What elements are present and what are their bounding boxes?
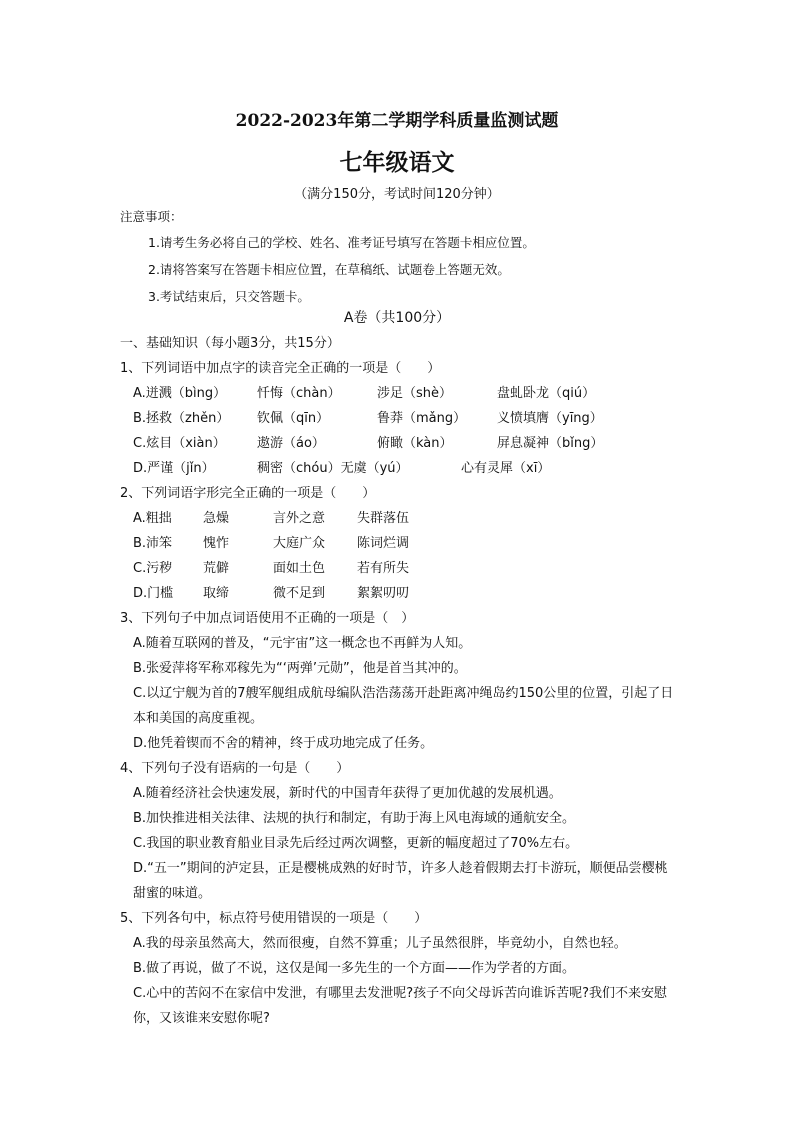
option-cell: 屏息凝神（bǐng） xyxy=(497,436,604,451)
q5-option-c: C.心中的苦闷不在家信中发泄，有哪里去发泄呢?孩子不向父母诉苦向谁诉苦呢?我们不来安慰你，又该谁来安慰你呢? xyxy=(133,986,668,1026)
option-cell: 荒僻 xyxy=(203,561,230,576)
q5-option-b: B.做了再说，做了不说，这仅是闻一多先生的一个方面——作为学者的方面。 xyxy=(133,961,576,976)
question-body xyxy=(120,331,680,1031)
q4-option-b: B.加快推进相关法律、法规的执行和制定，有助于海上风电海域的通航安全。 xyxy=(133,811,576,826)
exam-subject: 七年级语文 xyxy=(339,149,455,176)
q3-option-a: A.随着互联网的普及，“元宇宙”这一概念也不再鲜为人知。 xyxy=(133,636,472,651)
q1-option-d xyxy=(120,456,680,481)
q3-stem: 3、下列句子中加点词语使用不正确的一项是（ ） xyxy=(120,611,415,626)
notes-heading: 注意事项： xyxy=(120,209,183,224)
option-cell: 微不足到 xyxy=(273,586,326,601)
q1-option-c xyxy=(120,431,680,456)
note-item: 2.请将答案写在答题卡相应位置，在草稿纸、试题卷上答题无效。 xyxy=(148,262,510,277)
option-cell: B.沛笨 xyxy=(133,536,173,551)
q4-stem: 4、下列句子没有语病的一句是（ ） xyxy=(120,761,350,776)
option-cell: 盘虬卧龙（qiú） xyxy=(497,386,596,401)
option-cell: 陈词烂调 xyxy=(357,536,410,551)
q1-option-a xyxy=(120,381,680,406)
option-cell: C.污秽 xyxy=(133,561,173,576)
option-cell: 忏悔（chàn） xyxy=(257,386,341,401)
option-cell: 面如土色 xyxy=(273,561,326,576)
q2-option-c xyxy=(120,556,680,581)
option-cell: 鲁莽（mǎng） xyxy=(377,411,467,426)
option-cell: 取缔 xyxy=(203,586,230,601)
option-cell: 言外之意 xyxy=(273,511,326,526)
option-cell: 钦佩（qīn） xyxy=(257,411,330,426)
q5-stem: 5、下列各句中，标点符号使用错误的一项是（ ） xyxy=(120,911,428,926)
notes-block xyxy=(120,207,535,314)
option-cell: 遨游（áo） xyxy=(257,436,325,451)
option-cell: 若有所失 xyxy=(357,561,410,576)
q2-option-d xyxy=(120,581,680,606)
section-a-heading: A卷（共100分） xyxy=(343,310,451,326)
exam-title: 2022-2023年第二学期学科质量监测试题 xyxy=(235,111,559,131)
q3-option-c: C.以辽宁舰为首的7艘军舰组成航母编队浩浩荡荡开赴距离冲绳岛约150公里的位置，引起了日本和美国的高度重视。 xyxy=(133,686,674,726)
q4-option-c: C.我国的职业教育船业目录先后经过两次调整，更新的幅度超过了70%左右。 xyxy=(133,836,579,851)
option-cell: D.门槛 xyxy=(133,586,174,601)
part1-heading: 一、基础知识（每小题3分，共15分） xyxy=(120,336,340,351)
option-cell: 俯瞰（kàn） xyxy=(377,436,453,451)
q1-stem: 1、下列词语中加点字的读音完全正确的一项是（ ） xyxy=(120,361,441,376)
option-cell: C.炫目（xiàn） xyxy=(133,436,226,451)
note-item: 3.考试结束后，只交答题卡。 xyxy=(148,289,310,304)
q2-option-b xyxy=(120,531,680,556)
option-cell: 义愤填膺（yīng） xyxy=(497,411,603,426)
option-cell: 愧怍 xyxy=(203,536,230,551)
option-cell: A.迸溅（bìng） xyxy=(133,386,227,401)
option-cell: 稠密（chóu）无虞（yú） xyxy=(257,461,409,476)
q4-option-d: D.“五一”期间的泸定县，正是樱桃成熟的好时节，许多人趁着假期去打卡游玩，顺便品尝樱桃甜蜜的味道。 xyxy=(133,861,668,901)
q5-option-a: A.我的母亲虽然高大，然而很瘦，自然不算重；儿子虽然很胖，毕竟幼小，自然也轻。 xyxy=(133,936,627,951)
q4-option-a: A.随着经济社会快速发展，新时代的中国青年获得了更加优越的发展机遇。 xyxy=(133,786,562,801)
q1-option-b xyxy=(120,406,680,431)
q3-option-b: B.张爱萍将军称邓稼先为“‘两弹’元勋”，他是首当其冲的。 xyxy=(133,661,467,676)
note-item: 1.请考生务必将自己的学校、姓名、准考证号填写在答题卡相应位置。 xyxy=(148,235,535,250)
option-cell: D.严谨（jǐn） xyxy=(133,461,215,476)
option-cell: 絮絮叨叨 xyxy=(357,586,410,601)
option-cell: B.拯救（zhěn） xyxy=(133,411,230,426)
option-cell: 急燥 xyxy=(203,511,230,526)
option-cell: 失群落伍 xyxy=(357,511,410,526)
q2-stem: 2、下列词语字形完全正确的一项是（ ） xyxy=(120,486,376,501)
q2-option-a xyxy=(120,506,680,531)
option-cell: 大庭广众 xyxy=(273,536,326,551)
score-note: （满分150分，考试时间120分钟） xyxy=(294,187,500,202)
q3-option-d: D.他凭着锲而不舍的精神，终于成功地完成了任务。 xyxy=(133,736,434,751)
option-cell: 涉足（shè） xyxy=(377,386,453,401)
option-cell: A.粗拙 xyxy=(133,511,172,526)
option-cell: 心有灵犀（xī） xyxy=(461,461,551,476)
